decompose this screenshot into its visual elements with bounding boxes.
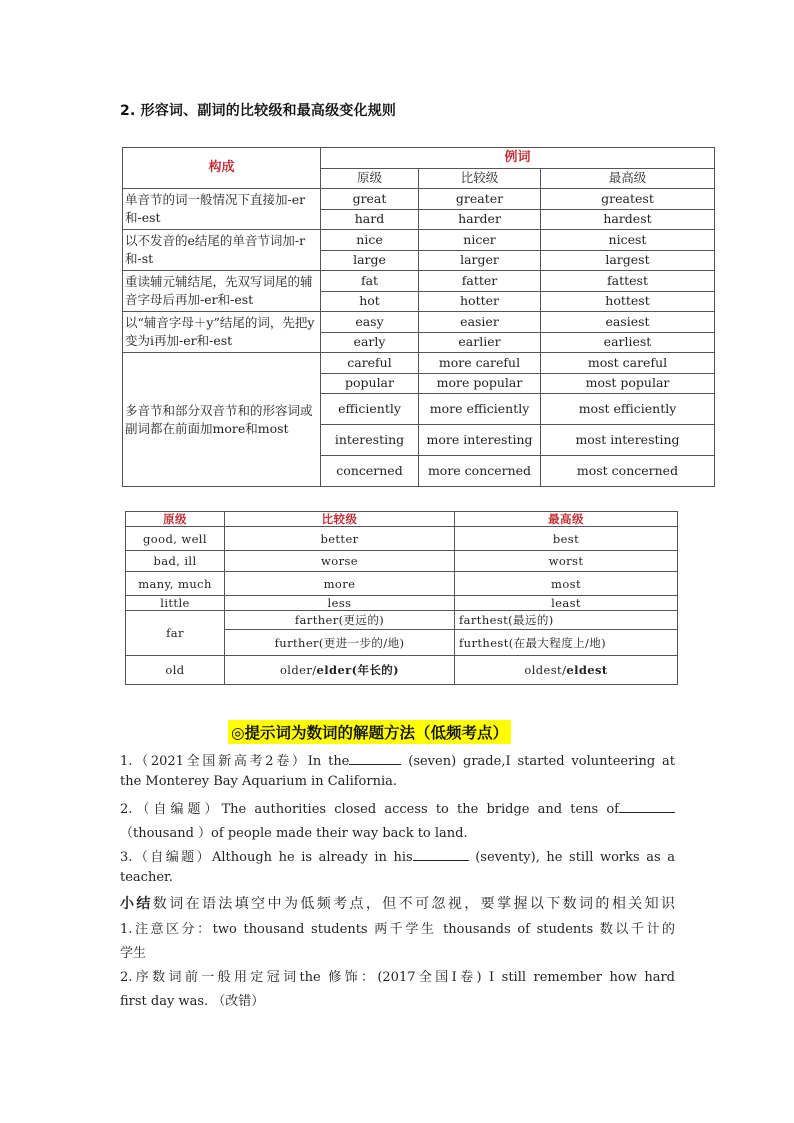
cell: concerned [321, 456, 419, 487]
answer-blank[interactable] [349, 752, 401, 765]
question-2-line-2: （thousand ）of people made their way back to land. [120, 826, 468, 841]
cell: more [225, 572, 455, 596]
cell: great [321, 189, 419, 210]
subheader-base: 原级 [321, 168, 419, 189]
cell: greatest [541, 189, 715, 210]
cell: careful [321, 353, 419, 374]
q1-text-b: (seven) grade,I started volunteering at [408, 754, 675, 769]
subheader-superlative: 最高级 [541, 168, 715, 189]
summary-point-1: 1.注意区分：two thousand students 两千学生 thousands of students 数以千计的 [120, 922, 675, 937]
cell: hardest [541, 209, 715, 230]
cell: harder [419, 209, 541, 230]
question-3-line-2: teacher. [120, 870, 173, 885]
cell: more concerned [419, 456, 541, 487]
cell: easy [321, 312, 419, 333]
summary-line [120, 893, 675, 913]
section-title: ◎提示词为数词的解题方法（低频考点） [228, 720, 511, 744]
cell: farther(更远的) [225, 611, 455, 630]
cell: fat [321, 271, 419, 292]
cell: most interesting [541, 425, 715, 456]
cell: most popular [541, 373, 715, 394]
irregular-forms-table [125, 511, 678, 685]
q3-text-b: (seventy), he still works as a [475, 850, 675, 865]
cell: most [455, 572, 678, 596]
comparison-rules-table [122, 147, 715, 487]
rule-cell: 单音节的词一般情况下直接加-er和-est [123, 189, 321, 230]
cell: most efficiently [541, 394, 715, 425]
cell: hard [321, 209, 419, 230]
section-heading: 2. 形容词、副词的比较级和最高级变化规则 [120, 103, 397, 119]
cell: hottest [541, 291, 715, 312]
summary-label: 小结 [120, 896, 153, 912]
cell: least [455, 596, 678, 611]
cell: far [126, 611, 225, 656]
cell: most careful [541, 353, 715, 374]
q2-text-a: 2.（自编题）The authorities closed access to the bridge and tens of [120, 802, 619, 817]
old-sup-b: eldest [566, 663, 608, 677]
cell: early [321, 332, 419, 353]
cell: furthest(在最大程度上/地) [455, 630, 678, 656]
cell: old [126, 656, 225, 685]
cell [225, 656, 455, 685]
cell: nicer [419, 230, 541, 251]
subheader-comparative: 比较级 [419, 168, 541, 189]
cell: worse [225, 551, 455, 572]
cell: less [225, 596, 455, 611]
summary-point-2: 2.序数词前一般用定冠词the 修饰：(2017全国Ⅰ卷) I still remember how hard [120, 970, 675, 985]
cell: worst [455, 551, 678, 572]
question-1-line-1 [120, 750, 675, 769]
header-superlative: 最高级 [455, 512, 678, 527]
cell: more popular [419, 373, 541, 394]
rule-cell: 以“辅音字母＋y”结尾的词，先把y变为i再加-er和-est [123, 312, 321, 353]
rule-cell: 多音节和部分双音节和的形容词或副词都在前面加more和most [123, 353, 321, 487]
old-sup-a: oldest/ [524, 663, 567, 677]
old-comp-a: older/ [279, 663, 317, 677]
cell: efficiently [321, 394, 419, 425]
cell [455, 656, 678, 685]
cell: more careful [419, 353, 541, 374]
cell: better [225, 527, 455, 551]
cell: more interesting [419, 425, 541, 456]
header-base: 原级 [126, 512, 225, 527]
rule-cell: 以不发音的e结尾的单音节词加-r和-st [123, 230, 321, 271]
question-2-line-1 [120, 798, 675, 817]
cell: easiest [541, 312, 715, 333]
cell: bad, ill [126, 551, 225, 572]
summary-text: 数词在语法填空中为低频考点，但不可忽视，要掌握以下数词的相关知识 [152, 896, 676, 912]
rule-cell: 重读辅元辅结尾，先双写词尾的辅音字母后再加-er和-est [123, 271, 321, 312]
cell: earlier [419, 332, 541, 353]
cell: best [455, 527, 678, 551]
cell: more efficiently [419, 394, 541, 425]
old-comp-b: elder(年长的) [316, 663, 400, 677]
cell: easier [419, 312, 541, 333]
cell: many, much [126, 572, 225, 596]
summary-point-1-cont: 学生 [120, 946, 147, 961]
cell: hot [321, 291, 419, 312]
question-3-line-1 [120, 846, 675, 865]
q1-text-a: 1.（2021全国新高考2卷）In the [120, 754, 350, 769]
header-rule: 构成 [123, 148, 321, 189]
cell: greater [419, 189, 541, 210]
cell: hotter [419, 291, 541, 312]
summary-point-2-cont: first day was. （改错） [120, 994, 265, 1009]
cell: earliest [541, 332, 715, 353]
cell: largest [541, 250, 715, 271]
cell: further(更进一步的/地) [225, 630, 455, 656]
answer-blank[interactable] [413, 848, 469, 861]
cell: fatter [419, 271, 541, 292]
cell: nicest [541, 230, 715, 251]
question-1-line-2: the Monterey Bay Aquarium in California. [120, 774, 397, 789]
header-examples: 例词 [321, 148, 715, 169]
answer-blank[interactable] [619, 800, 675, 813]
cell: fattest [541, 271, 715, 292]
cell: good, well [126, 527, 225, 551]
cell: most concerned [541, 456, 715, 487]
cell: popular [321, 373, 419, 394]
cell: large [321, 250, 419, 271]
q3-text-a: 3.（自编题）Although he is already in his [120, 850, 413, 865]
cell: farthest(最远的) [455, 611, 678, 630]
cell: larger [419, 250, 541, 271]
header-comparative: 比较级 [225, 512, 455, 527]
cell: little [126, 596, 225, 611]
cell: interesting [321, 425, 419, 456]
cell: nice [321, 230, 419, 251]
